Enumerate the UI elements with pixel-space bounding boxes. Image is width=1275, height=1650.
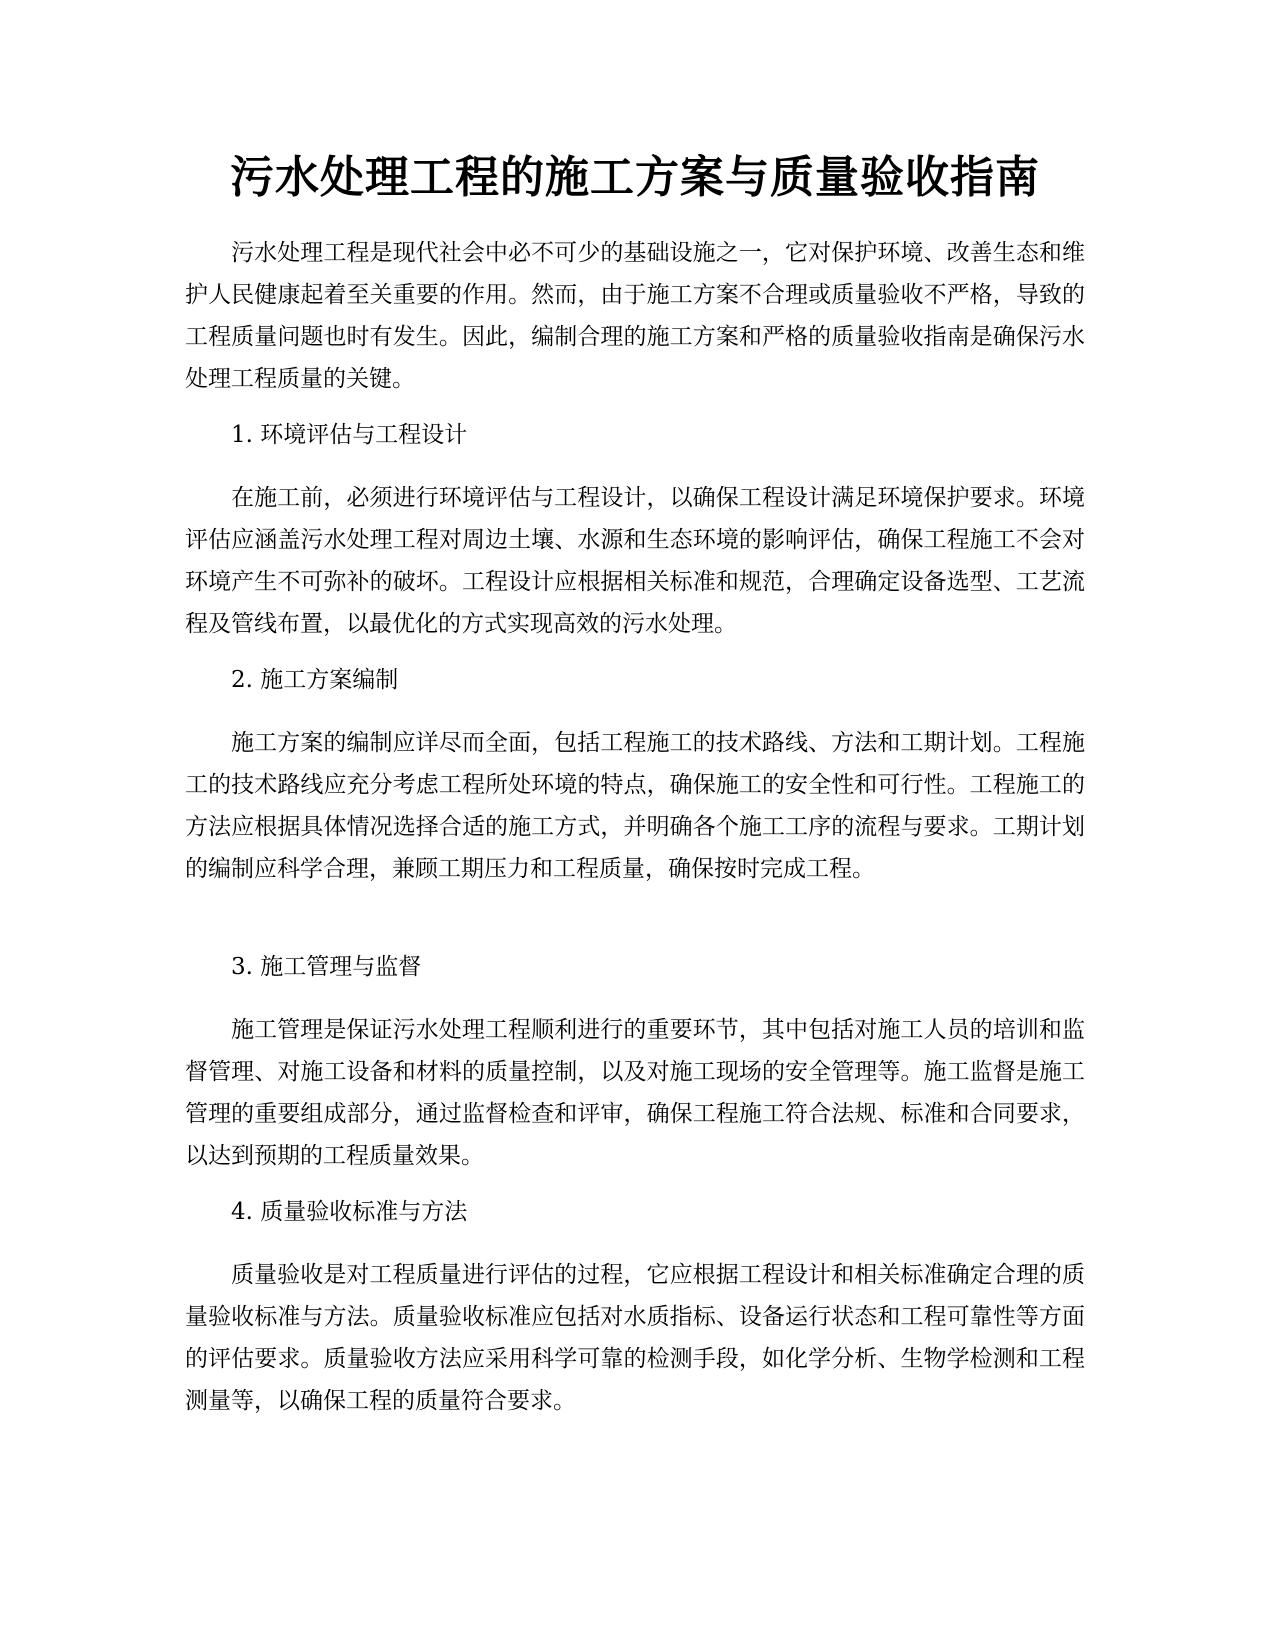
intro-paragraph: 污水处理工程是现代社会中必不可少的基础设施之一，它对保护环境、改善生态和维护人民健康起着至关重要的作用。然而，由于施工方案不合理或质量验收不严格，导致的工程质量问题也时有发生。因此，编制合理的施工方案和严格的质量验收指南是确保污水处理工程质量的关键。 — [185, 240, 1085, 392]
section-heading-4: 4. 质量验收标准与方法 — [231, 1199, 468, 1225]
section-heading-3: 3. 施工管理与监督 — [231, 954, 422, 980]
section-paragraph-3: 施工管理是保证污水处理工程顺利进行的重要环节，其中包括对施工人员的培训和监督管理、对施工设备和材料的质量控制，以及对施工现场的安全管理等。施工监督是施工管理的重要组成部分，通过监督检查和评审，确保工程施工符合法规、标准和合同要求，以达到预期的工程质量效果。 — [185, 1017, 1085, 1169]
section-paragraph-2: 施工方案的编制应详尽而全面，包括工程施工的技术路线、方法和工期计划。工程施工的技术路线应充分考虑工程所处环境的特点，确保施工的安全性和可行性。工程施工的方法应根据具体情况选择合适的施工方式，并明确各个施工工序的流程与要求。工期计划的编制应科学合理，兼顾工期压力和工程质量，确保按时完成工程。 — [185, 730, 1085, 882]
section-paragraph-4: 质量验收是对工程质量进行评估的过程，它应根据工程设计和相关标准确定合理的质量验收标准与方法。质量验收标准应包括对水质指标、设备运行状态和工程可靠性等方面的评估要求。质量验收方法应采用科学可靠的检测手段，如化学分析、生物学检测和工程测量等，以确保工程的质量符合要求。 — [185, 1262, 1085, 1414]
section-heading-2: 2. 施工方案编制 — [231, 667, 399, 693]
document-title: 污水处理工程的施工方案与质量验收指南 — [230, 152, 1040, 203]
section-heading-1: 1. 环境评估与工程设计 — [231, 422, 468, 448]
section-paragraph-1: 在施工前，必须进行环境评估与工程设计，以确保工程设计满足环境保护要求。环境评估应涵盖污水处理工程对周边土壤、水源和生态环境的影响评估，确保工程施工不会对环境产生不可弥补的破坏。工程设计应根据相关标准和规范，合理确定设备选型、工艺流程及管线布置，以最优化的方式实现高效的污水处理。 — [185, 485, 1085, 637]
